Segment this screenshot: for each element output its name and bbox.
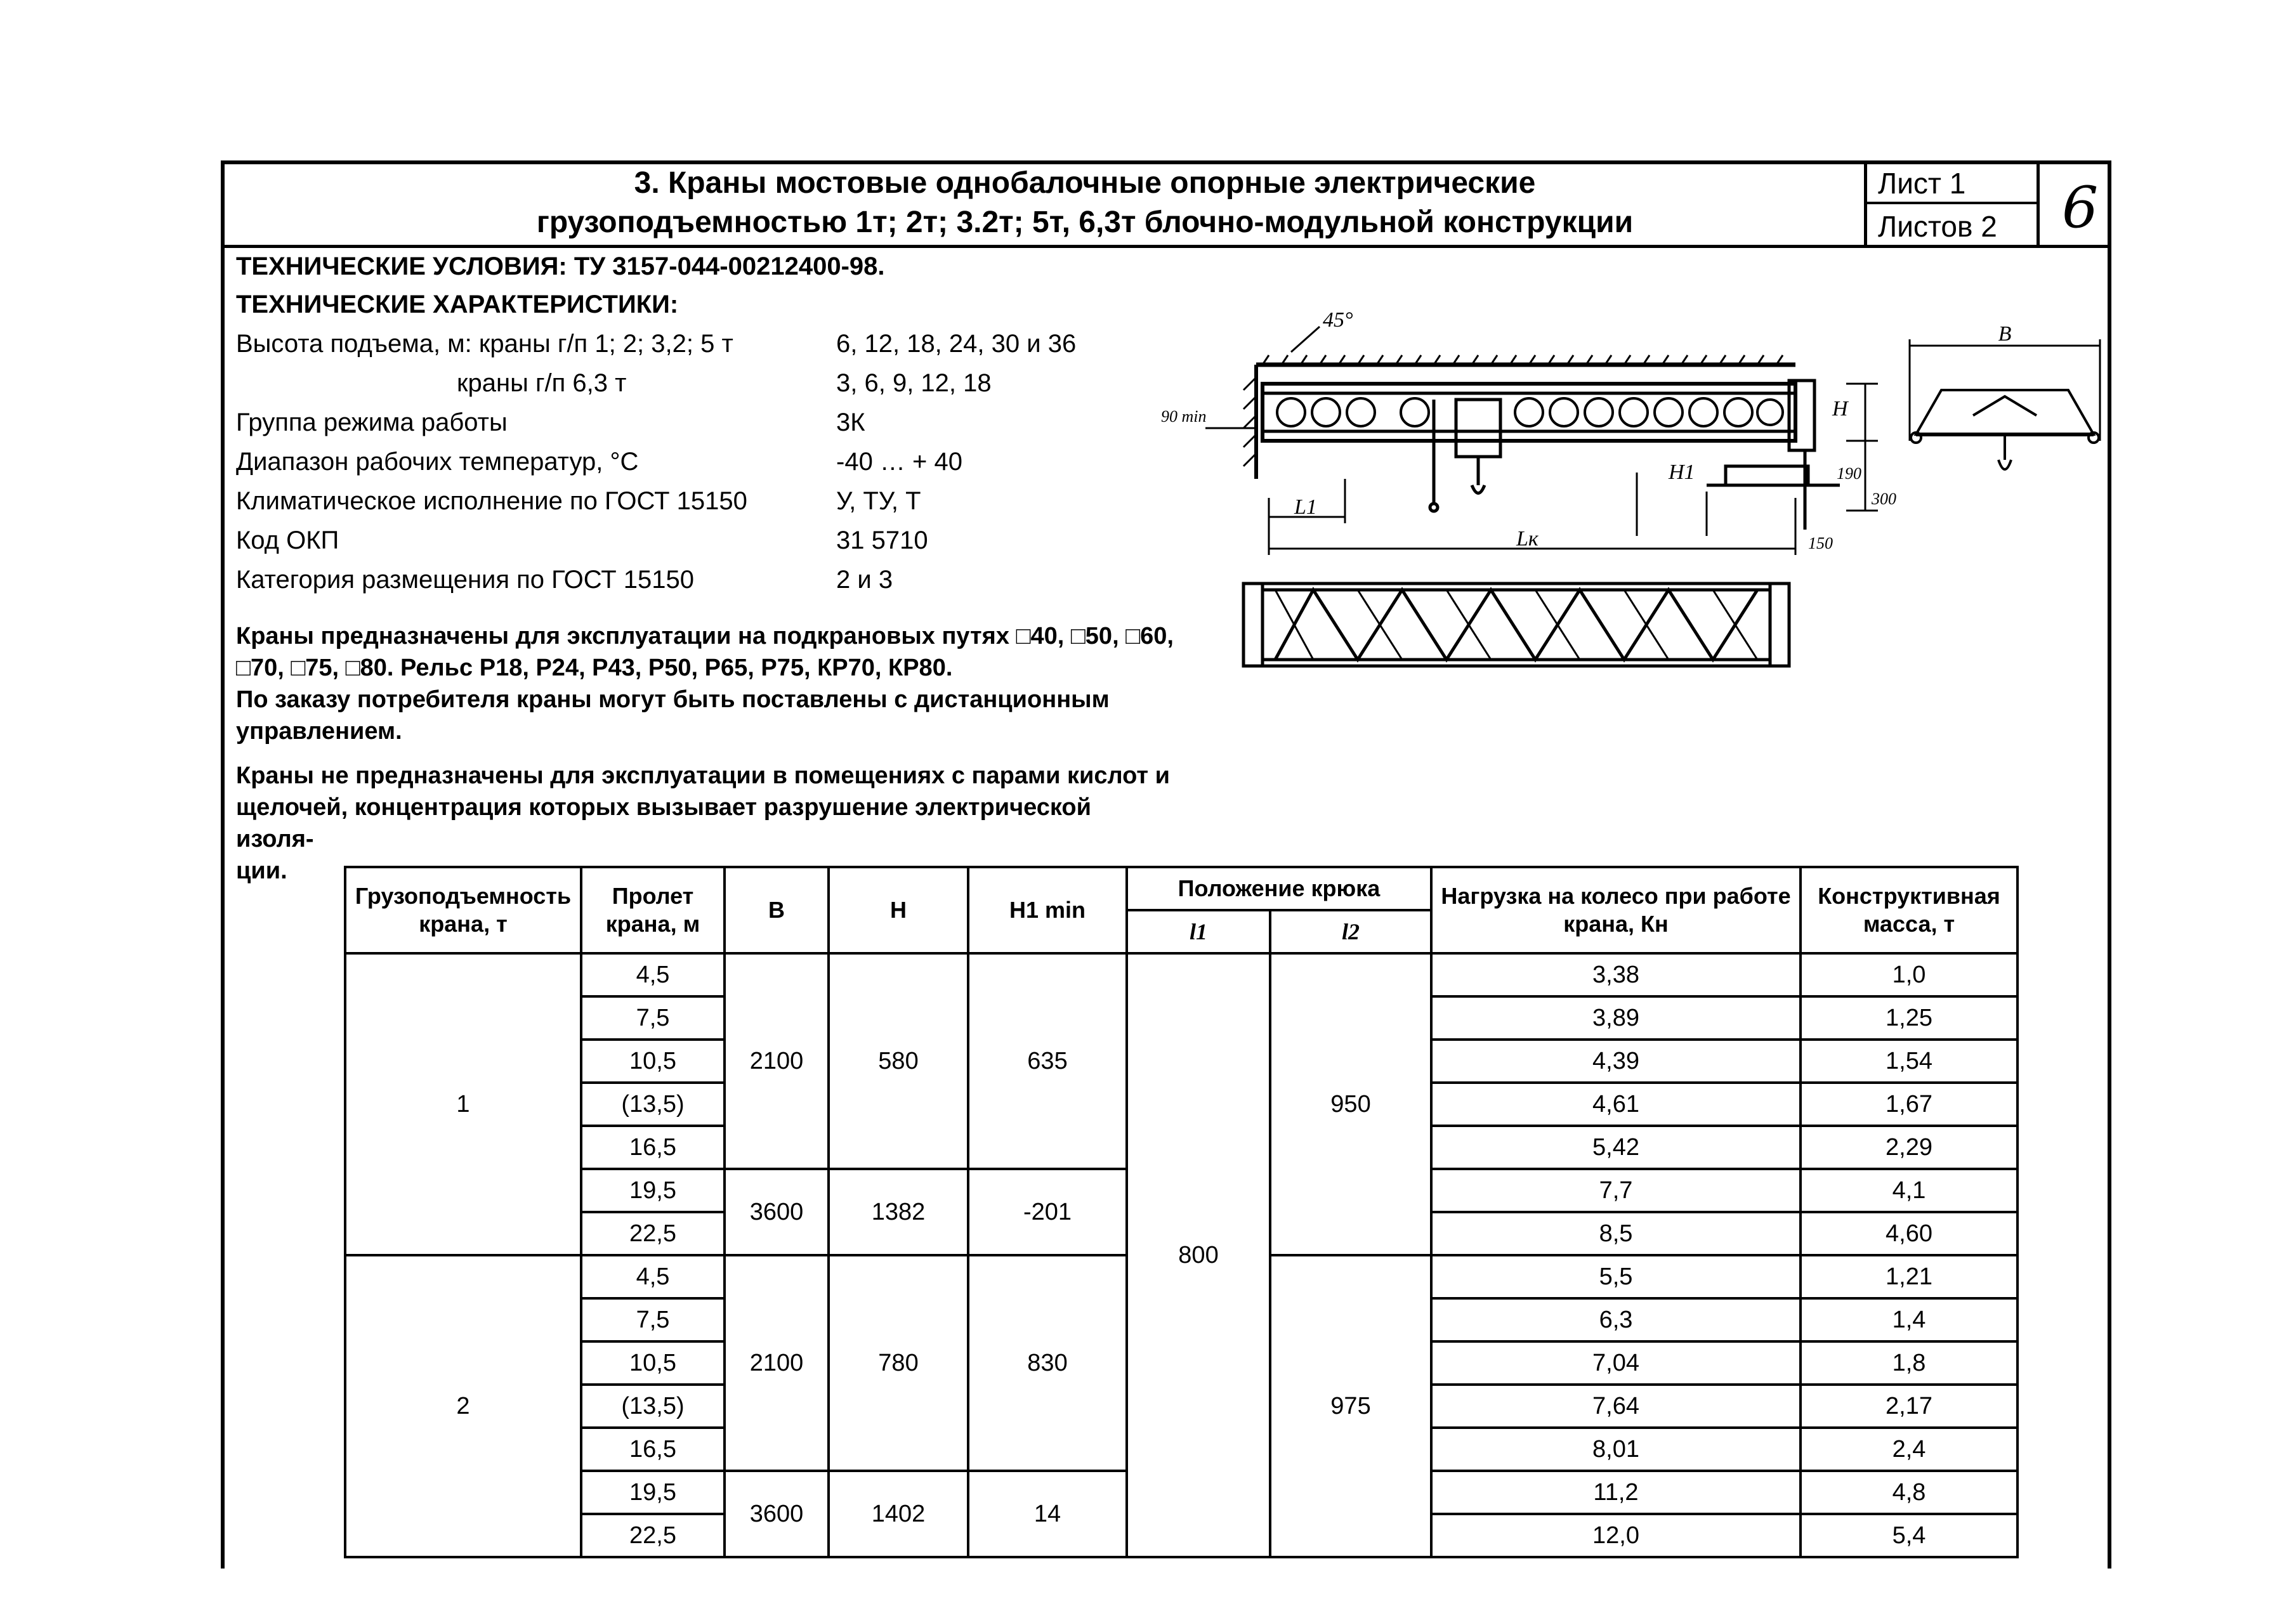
cell-mass: 1,4 [1801,1298,2017,1341]
label-h1: H1 [1669,460,1695,484]
header-capacity: Грузоподъемность крана, т [345,867,581,953]
label-h: H [1832,397,1848,421]
cell-load: 8,5 [1431,1212,1801,1255]
cell-mass: 1,0 [1801,953,2017,996]
spec-value: 2 и 3 [836,566,893,594]
header-l1: l1 [1127,910,1270,953]
cell-span: 7,5 [581,996,725,1040]
cell-mass: 1,21 [1801,1255,2017,1298]
crane-spec-table [344,866,2019,1558]
spec-label: Диапазон рабочих температур, °С [236,448,639,476]
cell-mass: 4,1 [1801,1169,2017,1212]
cell-h: 1382 [829,1169,968,1255]
usage-paragraph [236,620,1175,747]
cell-load: 3,38 [1431,953,1801,996]
label-lk: Lк [1516,527,1538,551]
cell-load: 12,0 [1431,1514,1801,1557]
cell-capacity: 1 [345,953,581,1255]
title-line-2: грузоподъемностью 1т; 2т; 3.2т; 5т, 6,3т блочно-модульной конструкции [536,205,1634,239]
cell-mass: 2,29 [1801,1126,2017,1169]
spec-value: У, ТУ, Т [836,487,921,515]
spec-value: 6, 12, 18, 24, 30 и 36 [836,330,1077,358]
spec-value: 31 5710 [836,526,928,554]
text-line: управлением. [236,718,402,745]
cell-span: (13,5) [581,1385,725,1428]
cell-span: 16,5 [581,1126,725,1169]
header-b: В [725,867,829,953]
cell-load: 7,7 [1431,1169,1801,1212]
cell-mass: 2,4 [1801,1428,2017,1471]
cell-h: 1402 [829,1471,968,1557]
header-wheel-load: Нагрузка на колесо при работе крана, Кн [1431,867,1801,953]
page-title [355,164,1814,242]
cell-mass: 1,25 [1801,996,2017,1040]
label-300: 300 [1872,490,1896,508]
crane-plan-drawing [1237,577,1795,672]
cell-span: 16,5 [581,1428,725,1471]
spec-value: 3К [836,408,865,436]
header-hook-position: Положение крюка [1127,867,1431,910]
cell-span: 4,5 [581,1255,725,1298]
cell-mass: 1,8 [1801,1341,2017,1385]
header-l2: l2 [1270,910,1431,953]
cell-load: 11,2 [1431,1471,1801,1514]
header-mass: Конструктивная масса, т [1801,867,2017,953]
sheet-number: Лист 1 [1878,167,1966,200]
header-divider-right [2037,162,2040,246]
cell-load: 3,89 [1431,996,1801,1040]
spec-label: краны г/п 6,3 т [457,369,627,397]
cell-span: 10,5 [581,1040,725,1083]
cell-load: 7,04 [1431,1341,1801,1385]
header-divider [221,245,2111,248]
crane-side-drawing [1897,327,2113,485]
text-line: ции. [236,858,287,884]
cell-l2: 950 [1270,953,1431,1255]
text-line: Краны не предназначены для эксплуатации в помещениях с парами кислот и [236,762,1170,789]
tech-specs-title: ТЕХНИЧЕСКИЕ ХАРАКТЕРИСТИКИ: [236,290,679,318]
title-line-1: 3. Краны мостовые однобалочные опорные электрические [634,166,1536,200]
text-line: Краны предназначены для эксплуатации на подкрановых путях □40, □50, □60, [236,623,1174,649]
sheets-total: Листов 2 [1878,210,1997,243]
cell-span: 22,5 [581,1514,725,1557]
cell-b: 2100 [725,1255,829,1471]
cell-mass: 5,4 [1801,1514,2017,1557]
text-line: щелочей, концентрация которых вызывает разрушение электрической изоля- [236,794,1091,852]
cell-mass: 4,60 [1801,1212,2017,1255]
spec-label: Климатическое исполнение по ГОСТ 15150 [236,487,747,515]
header-h: Н [829,867,968,953]
cell-b: 3600 [725,1471,829,1557]
cell-mass: 2,17 [1801,1385,2017,1428]
spec-label: Высота подъема, м: краны г/п 1; 2; 3,2; 5 т [236,330,733,358]
label-190: 190 [1837,464,1861,483]
label-150: 150 [1808,534,1833,552]
text-line: По заказу потребителя краны могут быть поставлены с дистанционным [236,686,1110,713]
tech-conditions: ТЕХНИЧЕСКИЕ УСЛОВИЯ: ТУ 3157-044-00212400-98. [236,252,885,280]
cell-h1: 635 [968,953,1127,1169]
cell-h1: 14 [968,1471,1127,1557]
header-h1: Н1 min [968,867,1127,953]
header-span: Пролет крана, м [581,867,725,953]
cell-h: 780 [829,1255,968,1471]
cell-load: 8,01 [1431,1428,1801,1471]
cell-load: 5,42 [1431,1126,1801,1169]
cell-span: 22,5 [581,1212,725,1255]
cell-mass: 1,67 [1801,1083,2017,1126]
page-mark: 6 [2062,174,2099,241]
label-angle: 45° [1323,308,1353,332]
cell-h1: -201 [968,1169,1127,1255]
cell-mass: 1,54 [1801,1040,2017,1083]
cell-capacity: 2 [345,1255,581,1557]
label-l1: L1 [1294,495,1317,519]
header-sheet-divider [1865,202,2038,204]
spec-label: Группа режима работы [236,408,508,436]
cell-span: 7,5 [581,1298,725,1341]
cell-mass: 4,8 [1801,1471,2017,1514]
header-divider-left [1864,162,1867,246]
cell-load: 4,39 [1431,1040,1801,1083]
text-line: □70, □75, □80. Рельс Р18, Р24, Р43, Р50, Р65, Р75, КР70, КР80. [236,655,953,681]
label-90min: 90 min [1161,407,1207,426]
cell-span: 19,5 [581,1471,725,1514]
cell-l1: 800 [1127,953,1270,1557]
cell-span: 19,5 [581,1169,725,1212]
cell-h: 580 [829,953,968,1169]
spec-label: Категория размещения по ГОСТ 15150 [236,566,695,594]
label-b: B [1998,327,2012,346]
crane-elevation-drawing [1136,289,1897,568]
cell-span: 10,5 [581,1341,725,1385]
cell-load: 7,64 [1431,1385,1801,1428]
spec-value: -40 … + 40 [836,448,963,476]
cell-load: 6,3 [1431,1298,1801,1341]
spec-label: Код ОКП [236,526,339,554]
cell-b: 2100 [725,953,829,1169]
cell-l2: 975 [1270,1255,1431,1557]
cell-load: 5,5 [1431,1255,1801,1298]
cell-h1: 830 [968,1255,1127,1471]
cell-load: 4,61 [1431,1083,1801,1126]
cell-b: 3600 [725,1169,829,1255]
cell-span: (13,5) [581,1083,725,1126]
spec-value: 3, 6, 9, 12, 18 [836,369,992,397]
cell-span: 4,5 [581,953,725,996]
